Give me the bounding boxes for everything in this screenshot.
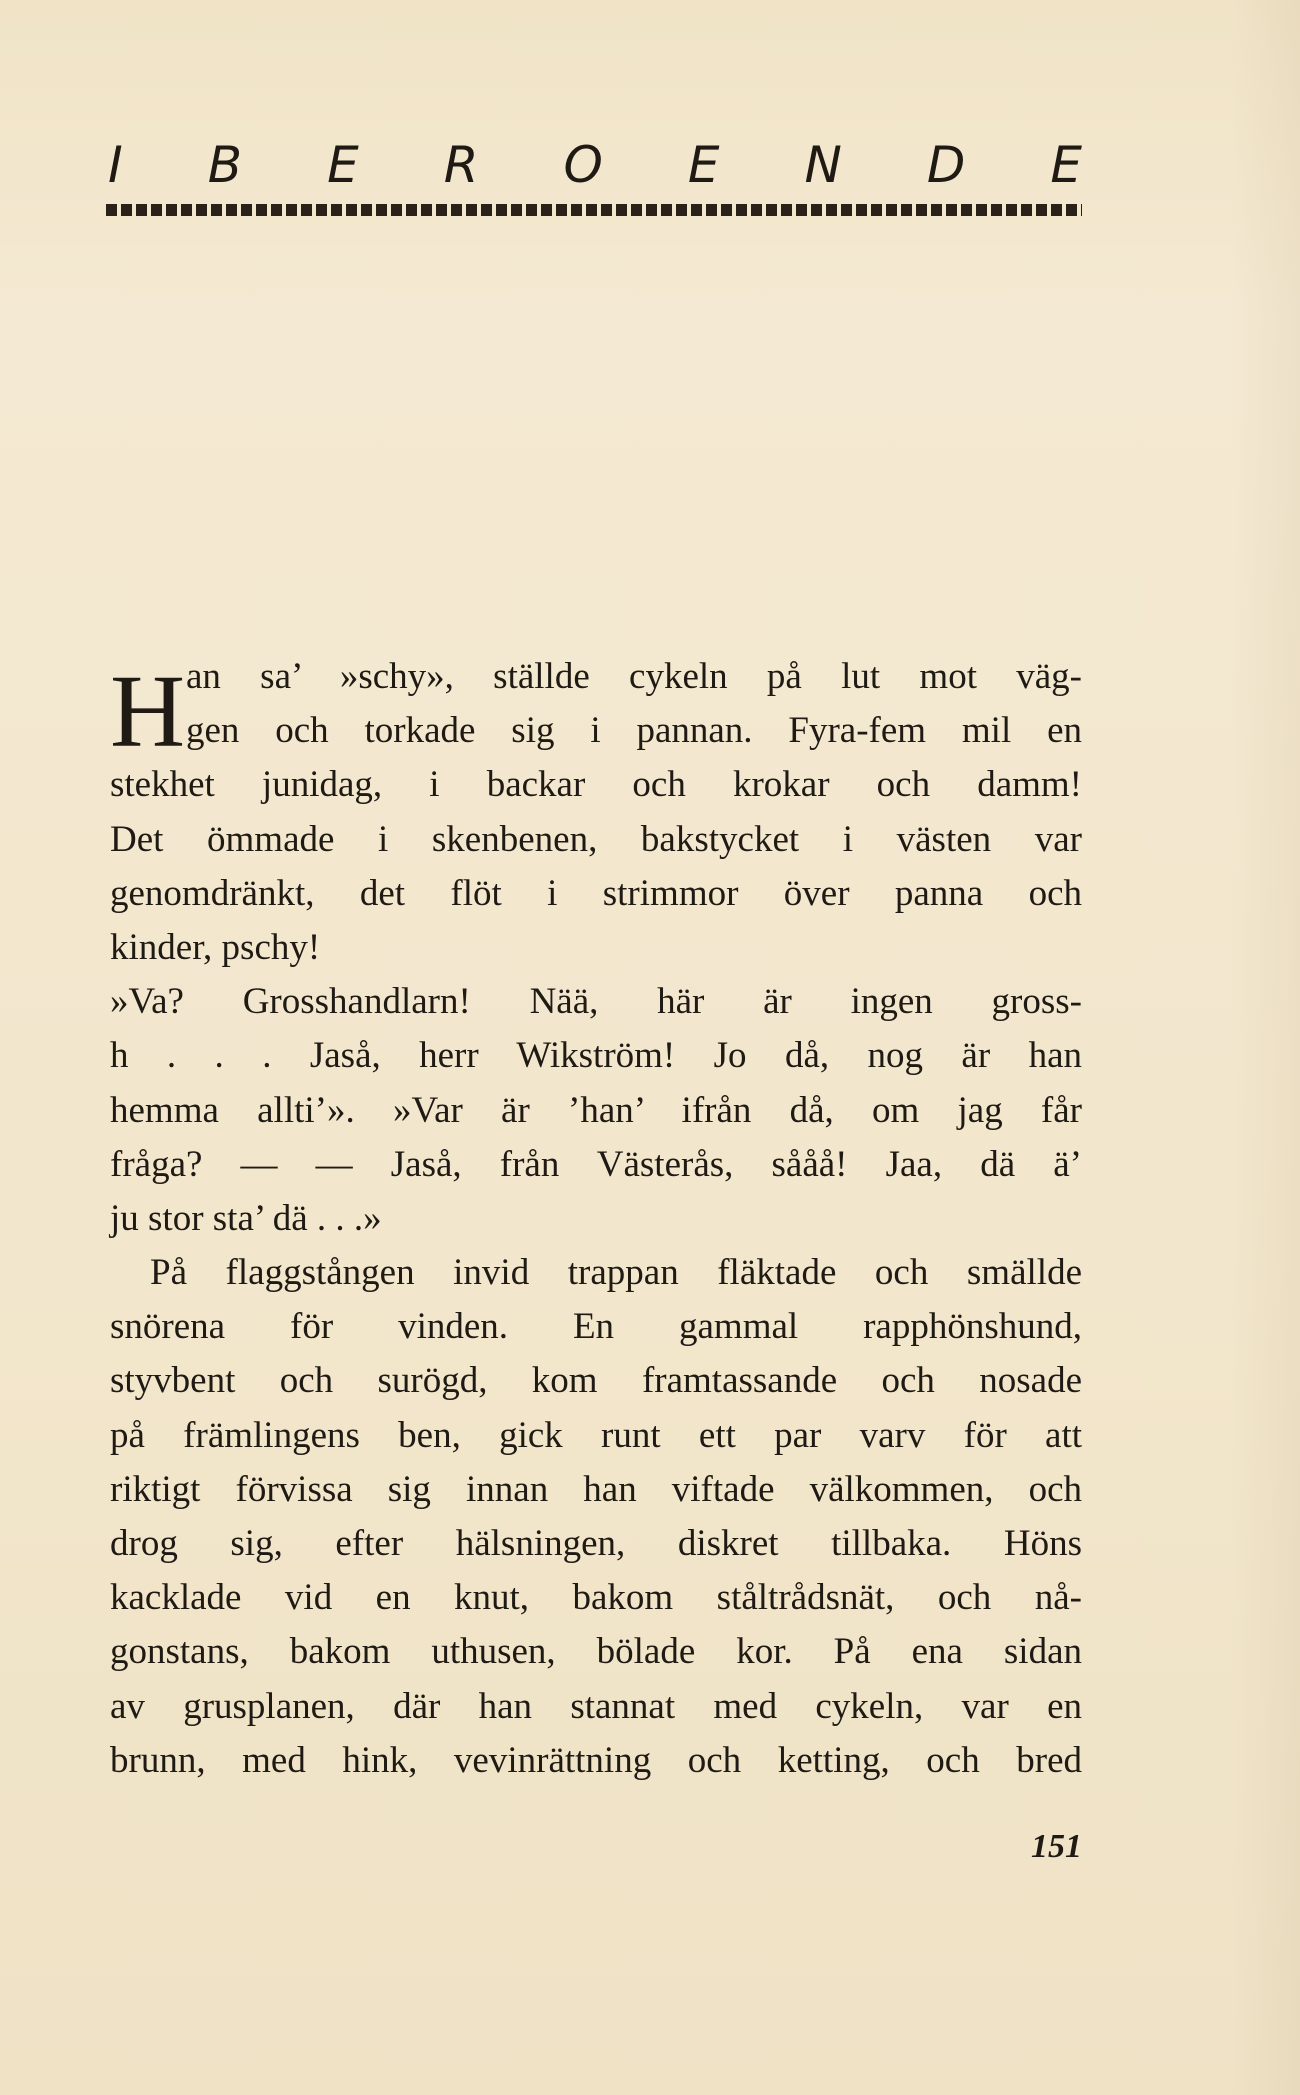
page-edge-shadow xyxy=(1230,0,1300,2095)
text-line: hemma allti’». »Var är ’han’ ifrån då, om jag får xyxy=(110,1089,1082,1131)
decorative-rule xyxy=(106,204,1082,216)
text-line: på främlingens ben, gick runt ett par varv för att xyxy=(110,1414,1082,1456)
drop-cap: H xyxy=(110,654,186,769)
running-head-letter: E xyxy=(1050,136,1082,194)
text-line: brunn, med hink, vevinrättning och ketting, och bred xyxy=(110,1739,1082,1781)
text-line: riktigt förvissa sig innan han viftade välkommen, och xyxy=(110,1468,1082,1510)
running-head-letter: B xyxy=(207,136,243,194)
text-line: ju stor sta’ dä . . .» xyxy=(110,1197,382,1239)
text-line: styvbent och surögd, kom framtassande och nosade xyxy=(110,1360,1082,1402)
running-head-letter: O xyxy=(563,136,603,194)
body-text xyxy=(110,650,1082,1788)
text-line: drog sig, efter hälsningen, diskret tillbaka. Höns xyxy=(110,1523,1082,1564)
text-line: Det ömmade i skenbenen, bakstycket i västen var xyxy=(110,818,1082,860)
text-line: gen och torkade sig i pannan. Fyra-fem mil en xyxy=(186,710,1082,752)
running-head-letter: E xyxy=(327,136,359,194)
text-line: snörena för vinden. En gammal rapphönshund, xyxy=(110,1306,1082,1348)
text-line: h . . . Jaså, herr Wikström! Jo då, nog är han xyxy=(110,1035,1082,1077)
running-head-letter: R xyxy=(443,136,479,194)
running-head-letter: E xyxy=(687,136,720,194)
text-line: fråga? — — Jaså, från Västerås, sååå! Jaa, dä ä’ xyxy=(110,1143,1082,1185)
text-line: stekhet junidag, i backar och krokar och damm! xyxy=(110,764,1082,806)
running-head-letter: N xyxy=(804,136,842,194)
text-line: gonstans, bakom uthusen, bölade kor. På ena sidan xyxy=(110,1631,1082,1673)
text-line: av grusplanen, där han stannat med cykeln, var en xyxy=(110,1685,1082,1727)
text-line: kacklade vid en knut, bakom ståltrådsnät, och nå- xyxy=(110,1577,1082,1619)
text-line: På flaggstången invid trappan fläktade och smällde xyxy=(150,1252,1082,1294)
text-line: »Va? Grosshandlarn! Nää, här är ingen gross- xyxy=(110,981,1082,1023)
running-head-letter: I xyxy=(108,136,123,194)
text-line: an sa’ »schy», ställde cykeln på lut mot väg- xyxy=(186,656,1082,697)
text-line: kinder, pschy! xyxy=(110,926,321,968)
running-head xyxy=(108,135,1082,195)
text-line: genomdränkt, det flöt i strimmor över panna och xyxy=(110,872,1082,914)
running-head-letter: D xyxy=(926,136,966,194)
page-number: 151 xyxy=(1031,1828,1082,1865)
